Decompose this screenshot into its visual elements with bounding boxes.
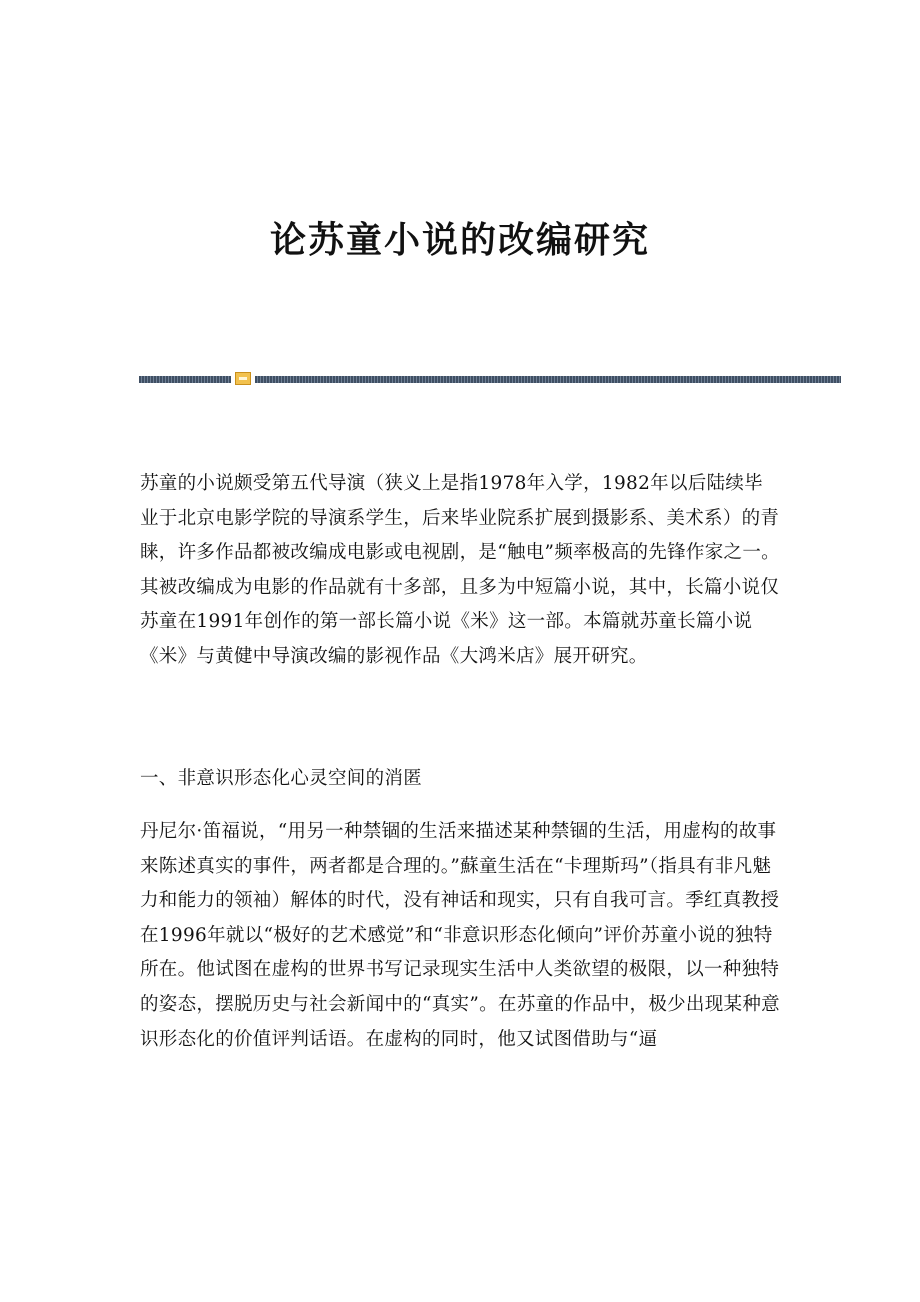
divider-ornament-icon (235, 372, 251, 385)
paragraph-section-1: 丹尼尔·笛福说，“用另一种禁锢的生活来描述某种禁锢的生活，用虚构的故事来陈述真实的事件，两者都是合理的。”蘇童生活在“卡理斯玛”（指具有非凡魅力和能力的领袖）解体的时代，没有神话和现实，只有自我可言。季红真教授在1996年就以“极好的艺术感觉”和“非意识形态化倾向”评价苏童小说的独特所在。他试图在虚构的世界书写记录现实生活中人类欲望的极限，以一种独特的姿态，摆脱历史与社会新闻中的“真实”。在苏童的作品中，极少出现某种意识形态化的价值评判话语。在虚构的同时，他又试图借助与“逼 (140, 821, 780, 1050)
divider-bar-left (139, 376, 231, 383)
divider-bar-right (255, 376, 841, 383)
paragraph-intro: 苏童的小说颇受第五代导演（狭义上是指1978年入学，1982年以后陆续毕业于北京电影学院的导演系学生，后来毕业院系扩展到摄影系、美术系）的青睐，许多作品都被改编成电影或电视剧，是“触电”频率极高的先锋作家之一。其被改编成为电影的作品就有十多部，且多为中短篇小说，其中，长篇小说仅苏童在1991年创作的第一部长篇小说《米》这一部。本篇就苏童长篇小说《米》与黄健中导演改编的影视作品《大鸿米店》展开研究。 (140, 473, 780, 667)
document-title: 论苏童小说的改编研究 (269, 219, 650, 261)
section-heading: 一、非意识形态化心灵空间的消匿 (140, 768, 423, 789)
title-divider (139, 372, 841, 386)
